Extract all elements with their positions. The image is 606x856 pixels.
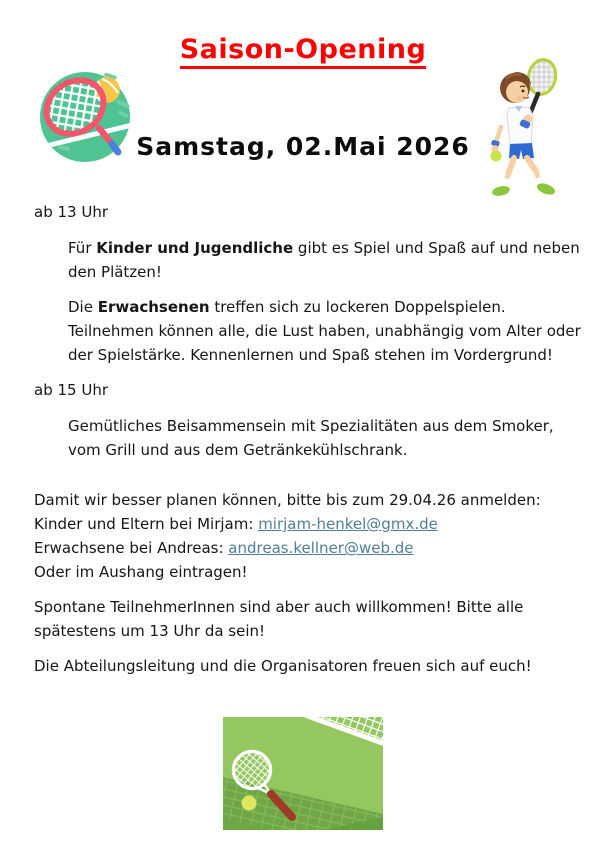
adults-text-bold: Erwachsenen: [97, 298, 210, 316]
registration-block: [34, 488, 582, 584]
registration-adults-label: Erwachsene bei Andreas:: [34, 539, 229, 557]
kids-text-pre: Für: [68, 239, 97, 257]
event-date-heading: Samstag, 02.Mai 2026: [136, 132, 470, 161]
registration-kids-line: [34, 512, 582, 536]
evening-paragraph: Gemütliches Beisammensein mit Spezialitäten aus dem Smoker, vom Grill und aus dem Getränkekühlschrank.: [68, 417, 554, 459]
andreas-email-link[interactable]: andreas.kellner@web.de: [228, 539, 414, 557]
mirjam-email-link[interactable]: mirjam-henkel@gmx.de: [258, 515, 438, 533]
kids-text-bold: Kinder und Jugendliche: [96, 239, 294, 257]
registration-kids-label: Kinder und Eltern bei Mirjam:: [34, 515, 259, 533]
adults-paragraph: [68, 295, 582, 367]
kids-text-post: gibt es Spiel und Spaß auf und neben den Plätzen!: [68, 239, 580, 281]
kids-paragraph: [68, 236, 582, 284]
registration-adults-line: [34, 536, 582, 560]
player-racket-icon: [525, 56, 561, 116]
page-title-text: Saison-Opening: [180, 34, 427, 69]
adults-text-post: treffen sich zu lockeren Doppelspielen. Teilnehmen können alle, die Lust haben, unabhängig vom Alter oder der Spielstärke. Kennenlernen und Spaß stehen im Vordergrund!: [68, 298, 581, 364]
tennis-player-illustration: [489, 54, 565, 198]
time-label-15: ab 15 Uhr: [34, 381, 108, 399]
farewell-paragraph: Die Abteilungsleitung und die Organisatoren freuen sich auf euch!: [34, 657, 532, 675]
registration-alt-line: Oder im Aushang eintragen!: [34, 563, 248, 581]
tennis-court-illustration: [223, 717, 383, 830]
flyer-body: [34, 200, 582, 689]
court-ball-icon: [242, 796, 257, 811]
time-label-13: ab 13 Uhr: [34, 203, 108, 221]
spontaneous-paragraph: Spontane TeilnehmerInnen sind aber auch willkommen! Bitte alle spätestens um 13 Uhr da sein!: [34, 598, 524, 640]
registration-intro: Damit wir besser planen können, bitte bis zum 29.04.26 anmelden:: [34, 491, 541, 509]
adults-text-pre: Die: [68, 298, 98, 316]
